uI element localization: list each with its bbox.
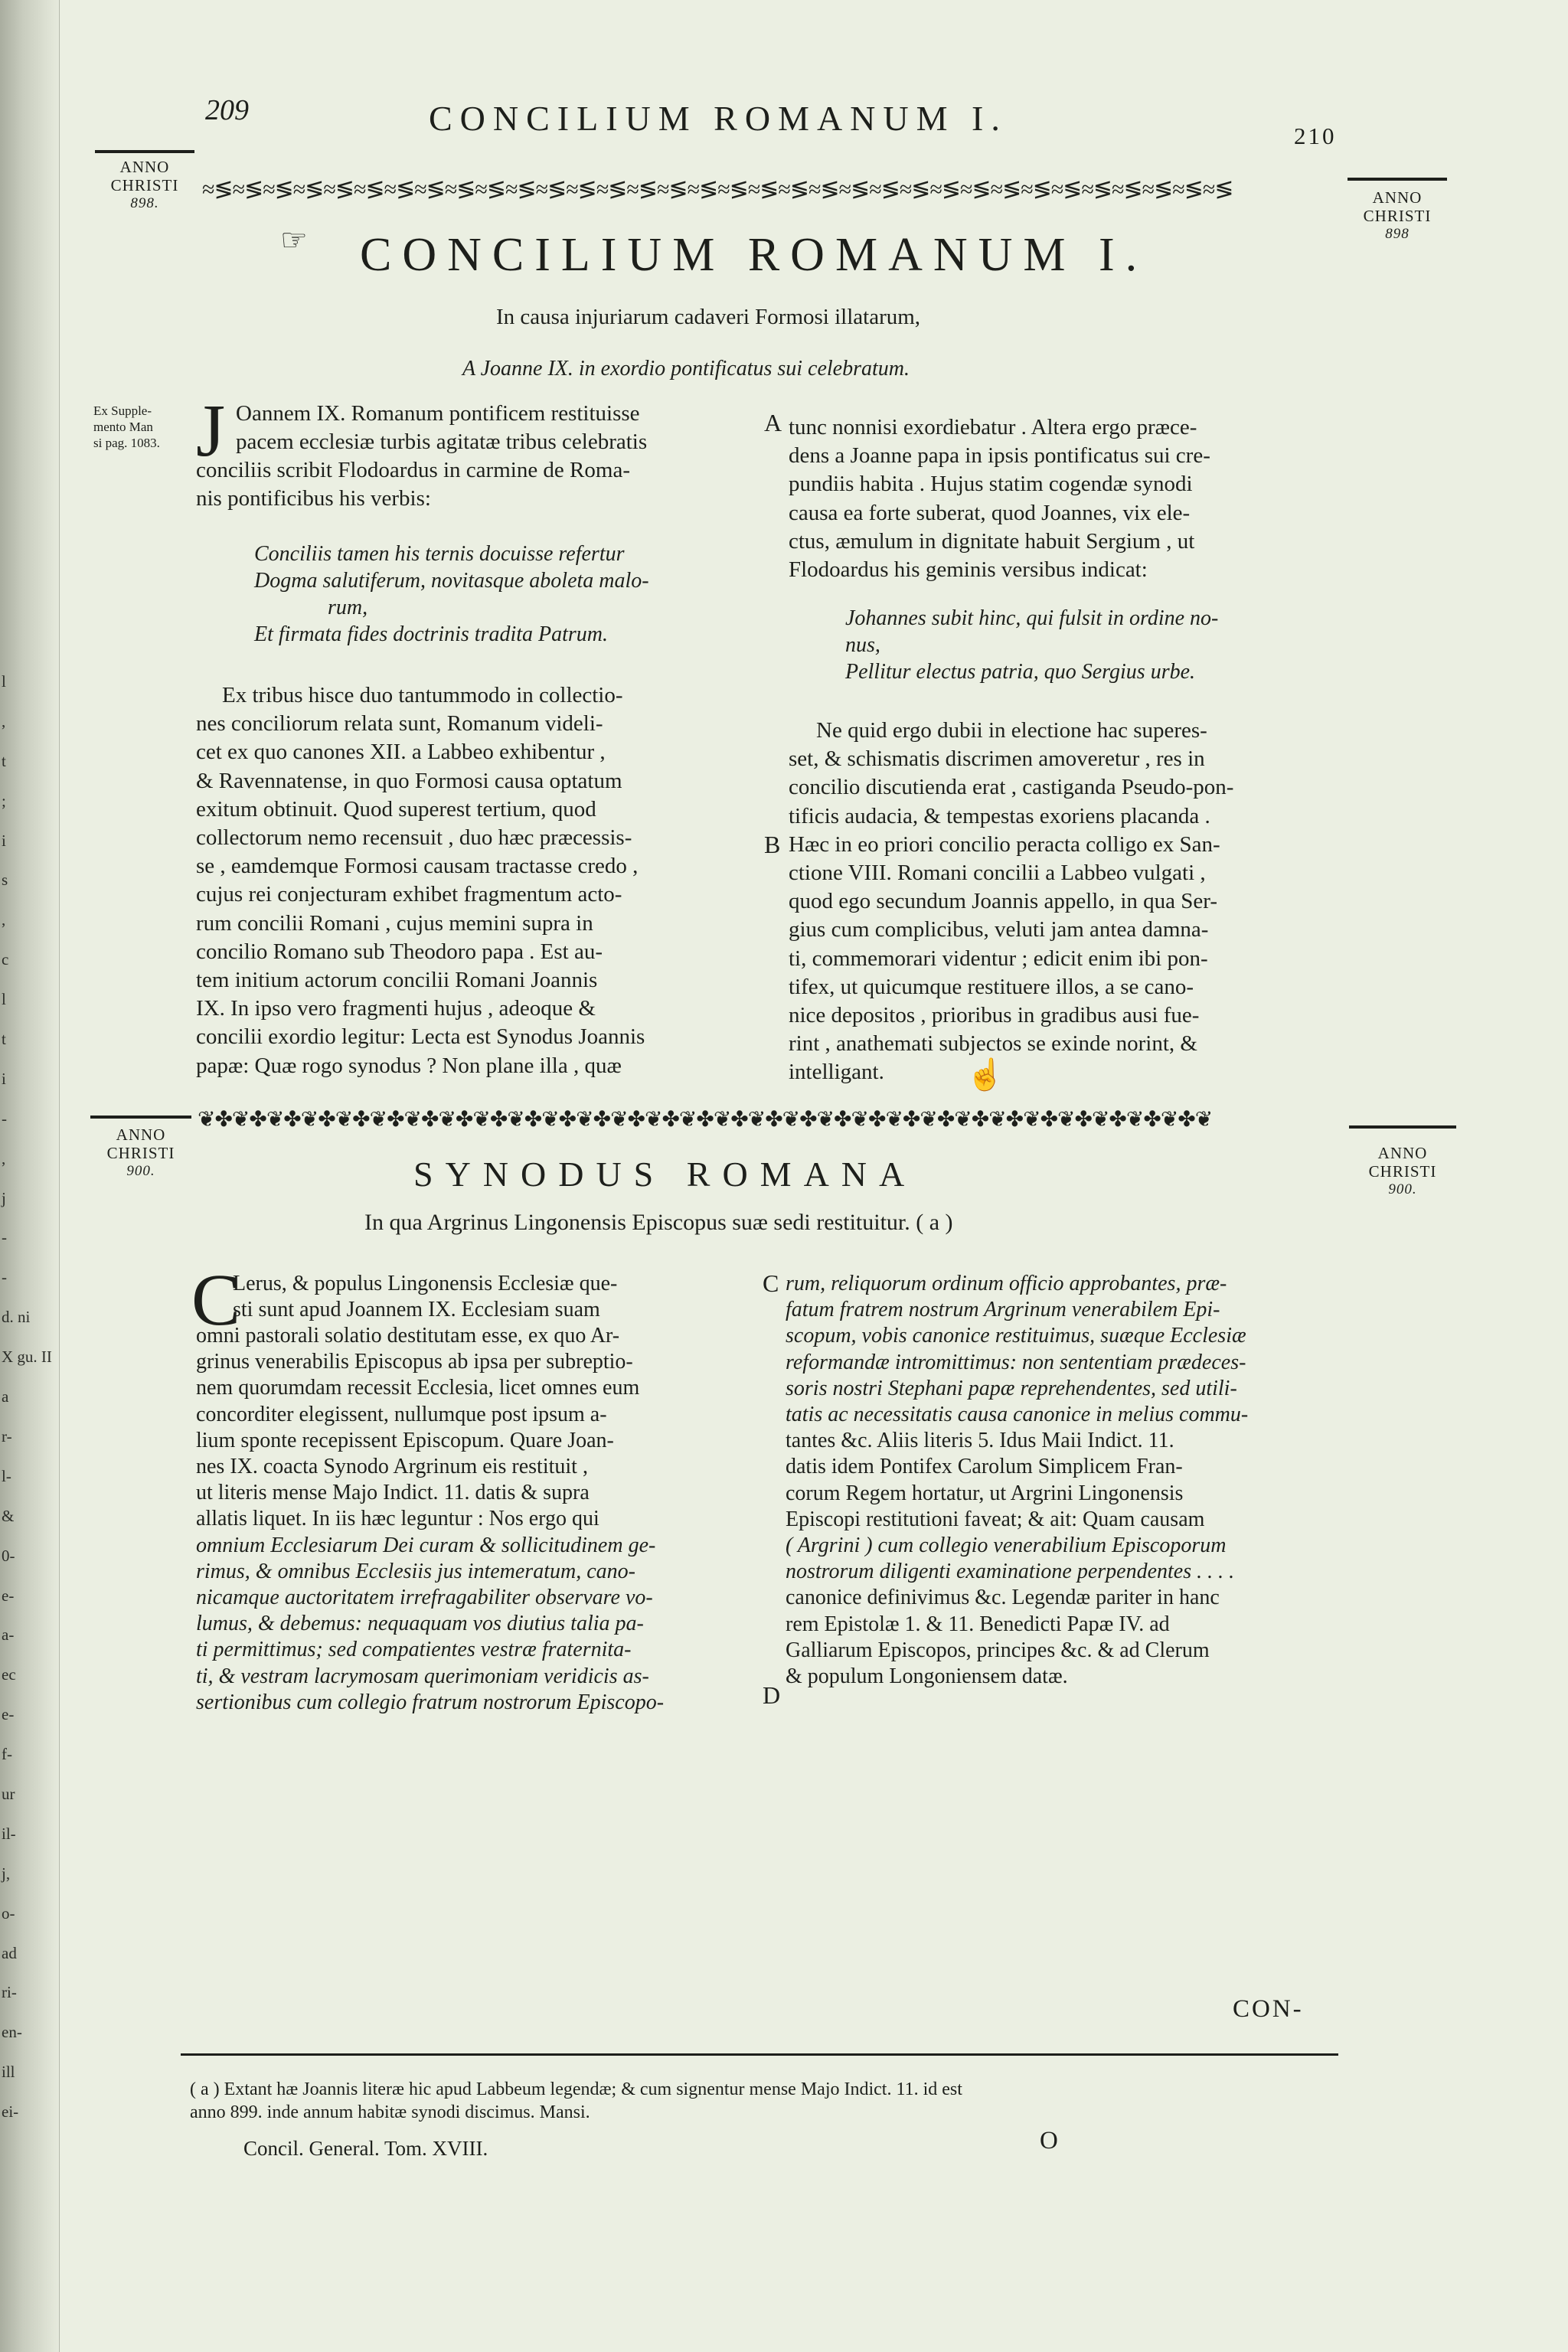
text-line: ti, commemorari videntur ; edicit enim ibi pon- xyxy=(789,946,1208,971)
text-line: ut literis mense Majo Indict. 11. datis & supra xyxy=(196,1481,590,1505)
text-line: IX. In ipso vero fragmenti hujus , adeoque & xyxy=(196,996,596,1021)
gutter-fragment: - xyxy=(2,1228,7,1246)
christi-label: CHRISTI xyxy=(1363,207,1432,225)
text-line: concilii exordio legitur: Lecta est Synodus Joannis xyxy=(196,1024,645,1050)
gutter-fragment: e- xyxy=(2,1586,15,1605)
citation-line: mento Man xyxy=(93,420,153,434)
anno-note-top-left xyxy=(95,158,194,213)
gutter-strip xyxy=(0,0,60,2352)
text-line: soris nostri Stephani papæ reprehendentes, sed utili- xyxy=(786,1376,1237,1400)
left-column-paragraph-1-cont xyxy=(196,456,630,513)
text-line: conciliis scribit Flodoardus in carmine de Roma- xyxy=(196,458,630,482)
footnote-rule xyxy=(181,2053,1338,2056)
text-line: & Ravennatense, in quo Formosi causa optatum xyxy=(196,768,622,793)
text-line: intelligant. xyxy=(789,1060,884,1085)
text-line: canonice definivimus &c. Legendæ pariter in hanc xyxy=(786,1586,1220,1610)
gutter-fragment: - xyxy=(2,1268,7,1286)
right-column-paragraph-1 xyxy=(789,413,1210,584)
text-line: & populum Longoniensem datæ. xyxy=(786,1664,1068,1689)
gutter-fragment: e- xyxy=(2,1705,15,1723)
rule-top-right xyxy=(1348,178,1447,181)
text-line: lium sponte recepissent Episcopum. Quare Joan- xyxy=(196,1428,614,1452)
anno-label: ANNO xyxy=(116,1125,166,1144)
text-line: omni pastorali solatio destitutam esse, ex quo Ar- xyxy=(196,1324,620,1348)
text-line: concilio discutienda erat , castiganda Pseudo-pon- xyxy=(789,775,1234,800)
gutter-fragment: r- xyxy=(2,1427,12,1446)
text-line: nicamque auctoritatem irrefragabiliter observare vo- xyxy=(196,1586,653,1610)
text-line: tifex, ut quicumque restituere illos, a se cano- xyxy=(789,974,1194,999)
text-line: rum, reliquorum ordinum officio approbantes, præ- xyxy=(786,1272,1227,1295)
text-line: nes conciliorum relata sunt, Romanum videli- xyxy=(196,711,603,737)
anno-label: ANNO xyxy=(1377,1144,1428,1162)
gutter-fragment: ri- xyxy=(2,1983,17,2001)
text-line: nostrorum diligenti examinatione perpendentes . . . . xyxy=(786,1560,1235,1584)
gutter-fragment: - xyxy=(2,1109,7,1128)
gutter-fragment: f- xyxy=(2,1745,12,1763)
anno-year: 898. xyxy=(130,195,159,211)
text-line: ti permittimus; sed compatientes vestræ fraternita- xyxy=(196,1638,632,1662)
verse-quotation-right xyxy=(845,605,1218,685)
right-column-paragraph-2 xyxy=(789,717,1233,1087)
text-line: nis pontificibus his verbis: xyxy=(196,486,431,511)
text-line: allatis liquet. In iis hæc leguntur : Nos ergo qui xyxy=(196,1507,599,1531)
rule-top-left xyxy=(95,150,194,153)
gutter-fragment: ec xyxy=(2,1665,16,1684)
gutter-fragment: l xyxy=(2,990,6,1008)
volume-reference: Concil. General. Tom. XVIII. xyxy=(243,2137,488,2160)
text-line: rint , anathemati subjectos se exinde norint, & xyxy=(789,1031,1197,1057)
text-line: ( Argrini ) cum collegio venerabilium Episcoporum xyxy=(786,1534,1227,1558)
text-line: tantes &c. Aliis literis 5. Idus Maii Indict. 11. xyxy=(786,1429,1174,1453)
verse-line: rum, xyxy=(328,596,368,619)
council-title: CONCILIUM ROMANUM I. xyxy=(360,229,1148,281)
gutter-fragment: t xyxy=(2,1030,6,1048)
text-line: sti sunt apud Joannem IX. Ecclesiam suam xyxy=(233,1298,600,1322)
text-line: fatum fratrem nostrum Argrinum venerabilem Epi- xyxy=(786,1298,1220,1322)
citation-line: si pag. 1083. xyxy=(93,436,160,450)
citation-line: Ex Supple- xyxy=(93,403,152,418)
footnote-line: anno 899. inde annum habitæ synodi discimus. Mansi. xyxy=(190,2102,590,2122)
text-line: causa ea forte suberat, quod Joannes, vix ele- xyxy=(789,500,1191,525)
rule-mid-left xyxy=(90,1116,191,1119)
text-line: pundiis habita . Hujus statim cogendæ synodi xyxy=(789,472,1193,497)
drop-cap: C xyxy=(191,1259,241,1341)
gutter-fragment: j xyxy=(2,1189,6,1207)
gutter-fragment: t xyxy=(2,752,6,770)
text-line: Lerus, & populus Lingonensis Ecclesiæ que- xyxy=(233,1272,618,1295)
left-column-paragraph-1 xyxy=(236,400,647,456)
synod-right-column xyxy=(786,1271,1248,1690)
margin-citation xyxy=(93,403,160,451)
synod-left-column xyxy=(196,1323,664,1716)
text-line: concilio Romano sub Theodoro papa . Est au- xyxy=(196,939,603,964)
gutter-fragment: ur xyxy=(2,1785,15,1803)
verse-line: Pellitur electus patria, quo Sergius urbe. xyxy=(845,660,1196,684)
gutter-fragment: , xyxy=(2,712,6,730)
text-line: dens a Joanne papa in ipsis pontificatus sui cre- xyxy=(789,443,1210,469)
gutter-fragment: a- xyxy=(2,1625,15,1644)
synod-subtitle: In qua Argrinus Lingonensis Episcopus suæ sedi restituitur. ( a ) xyxy=(364,1210,953,1235)
text-line: tunc nonnisi exordiebatur . Altera ergo præce- xyxy=(789,415,1197,439)
gutter-fragment: d. ni xyxy=(2,1308,31,1326)
gutter-fragment: il- xyxy=(2,1824,16,1843)
anno-label: ANNO xyxy=(1372,188,1423,207)
gutter-fragment: o- xyxy=(2,1904,15,1922)
verse-line: nus, xyxy=(845,633,880,657)
text-line: papæ: Quæ rogo synodus ? Non plane illa , quæ xyxy=(196,1053,622,1078)
text-line: Hæc in eo priori concilio peracta colligo ex San- xyxy=(789,831,1220,857)
text-line: ctione VIII. Romani concilii a Labbeo vulgati , xyxy=(789,861,1206,886)
council-subtitle: In causa injuriarum cadaveri Formosi illatarum, xyxy=(496,305,921,329)
anno-note-top-right xyxy=(1348,188,1447,243)
verse-line: Johannes subit hinc, qui fulsit in ordine no- xyxy=(845,606,1219,630)
text-line: tatis ac necessitatis causa canonice in melius commu- xyxy=(786,1403,1249,1427)
gutter-fragment: X gu. II xyxy=(2,1348,52,1366)
christi-label: CHRISTI xyxy=(1368,1162,1437,1181)
text-line: Ne quid ergo dubii in electione hac superes- xyxy=(816,718,1207,743)
verse-line: Conciliis tamen his ternis docuisse refertur xyxy=(254,542,625,566)
text-line: ti, & vestram lacrymosam querimoniam veridicis as- xyxy=(196,1664,649,1688)
text-line: Oannem IX. Romanum pontificem restituisse xyxy=(236,401,640,426)
text-line: scopum, vobis canonice restituimus, suæque Ecclesiæ xyxy=(786,1324,1246,1348)
ornament-band-middle: ❦✤❦✤❦✤❦✤❦✤❦✤❦✤❦✤❦✤❦✤❦✤❦✤❦✤❦✤❦✤❦✤❦✤❦✤❦✤❦✤❦✤❦✤❦✤❦✤❦✤❦✤❦✤❦✤❦✤❦ xyxy=(198,1109,1213,1132)
rule-mid-right xyxy=(1349,1125,1456,1129)
text-line: lumus, & debemus: nequaquam vos diutius talia pa- xyxy=(196,1612,644,1636)
text-line: pacem ecclesiæ turbis agitatæ tribus celebratis xyxy=(236,430,648,455)
text-line: Ex tribus hisce duo tantummodo in collectio- xyxy=(222,683,623,707)
christi-label: CHRISTI xyxy=(110,176,179,194)
text-line: tificis audacia, & tempestas exoriens placanda . xyxy=(789,803,1210,828)
gutter-fragment: , xyxy=(2,910,6,929)
text-line: concorditer elegissent, nullumque post ipsum a- xyxy=(196,1402,607,1426)
footnote xyxy=(190,2078,962,2124)
gutter-fragment: , xyxy=(2,1149,6,1168)
text-line: Episcopi restitutioni faveat; & ait: Quam causam xyxy=(786,1507,1205,1531)
text-line: rem Epistolæ 1. & 11. Benedicti Papæ IV. ad xyxy=(786,1612,1170,1636)
folio-number-right: 210 xyxy=(1294,122,1337,149)
text-line: quod ego secundum Joannis appello, in qua Ser- xyxy=(789,889,1217,914)
section-letter-d: D xyxy=(763,1681,781,1709)
text-line: gius cum complicibus, veluti jam antea damna- xyxy=(789,917,1209,942)
gutter-fragment: en- xyxy=(2,2023,22,2041)
anno-note-mid-left xyxy=(90,1125,191,1181)
council-subtitle-italic: A Joanne IX. in exordio pontificatus sui celebratum. xyxy=(462,357,910,381)
text-line: rimus, & omnibus Ecclesiis jus intemeratum, cano- xyxy=(196,1559,635,1583)
anno-year: 898 xyxy=(1385,226,1410,242)
anno-year: 900. xyxy=(126,1163,155,1179)
gutter-fragment: j, xyxy=(2,1864,11,1883)
synod-title: SYNODUS ROMANA xyxy=(413,1155,917,1194)
anno-year: 900. xyxy=(1388,1181,1417,1197)
text-line: tem initium actorum concilii Romani Joannis xyxy=(196,968,598,993)
text-line: datis idem Pontifex Carolum Simplicem Fran- xyxy=(786,1455,1183,1479)
gutter-fragment: l- xyxy=(2,1467,11,1485)
verse-line: Dogma salutiferum, novitasque aboleta malo- xyxy=(254,569,649,593)
gutter-fragment: ; xyxy=(2,792,6,810)
anno-label: ANNO xyxy=(119,158,170,176)
text-line: grinus venerabilis Episcopus ab ipsa per subreptio- xyxy=(196,1350,633,1374)
running-title: CONCILIUM ROMANUM I. xyxy=(429,99,1008,138)
gutter-fragment: ill xyxy=(2,2063,15,2081)
christi-label: CHRISTI xyxy=(106,1144,175,1162)
verse-quotation-left xyxy=(254,541,649,648)
gutter-fragment: 0- xyxy=(2,1547,15,1565)
text-line: set, & schismatis discrimen amoveretur , res in xyxy=(789,746,1205,772)
text-line: reformandæ intromittimus: non sententiam prædeces- xyxy=(786,1350,1246,1374)
pointing-hand-icon: ☞ xyxy=(280,223,308,257)
text-line: nem quorumdam recessit Ecclesia, licet omnes eum xyxy=(196,1376,640,1400)
signature-mark: O xyxy=(1040,2127,1058,2154)
gutter-fragment: i xyxy=(2,831,6,850)
gutter-fragment: & xyxy=(2,1507,15,1525)
text-line: corum Regem hortatur, ut Argrini Lingonensis xyxy=(786,1481,1184,1505)
section-letter-a: A xyxy=(764,409,782,436)
text-line: Galliarum Episcopos, principes &c. & ad Clerum xyxy=(786,1638,1210,1662)
gutter-fragment: ad xyxy=(2,1944,17,1962)
ornament-band-top: ≈≶≈≶≈≶≈≶≈≶≈≶≈≶≈≶≈≶≈≶≈≶≈≶≈≶≈≶≈≶≈≶≈≶≈≶≈≶≈≶≈≶≈≶≈≶≈≶≈≶≈≶≈≶≈≶≈≶≈≶≈≶≈≶≈≶≈≶ xyxy=(202,178,1233,201)
gutter-fragment: c xyxy=(2,950,9,969)
text-line: rum concilii Romani , cujus memini supra in xyxy=(196,910,593,936)
text-line: ctus, æmulum in dignitate habuit Sergium , ut xyxy=(789,528,1195,554)
text-line: cujus rei conjecturam exhibet fragmentum acto- xyxy=(196,882,622,907)
drop-cap: J xyxy=(196,390,226,472)
text-line: cet ex quo canones XII. a Labbeo exhibentur , xyxy=(196,740,606,765)
text-line: Flodoardus his geminis versibus indicat: xyxy=(789,557,1148,583)
gutter-fragment: s xyxy=(2,871,8,889)
gutter-fragment: a xyxy=(2,1387,9,1406)
catchword: CON- xyxy=(1233,1995,1304,2023)
pointing-hand-bottom-icon: ☝ xyxy=(966,1057,1004,1092)
anno-note-mid-right xyxy=(1349,1144,1456,1199)
folio-number-left: 209 xyxy=(205,94,249,126)
text-line: nice depositos , prioribus in gradibus ausi fue- xyxy=(789,1003,1200,1028)
text-line: collectorum nemo recensuit , duo hæc præcessis- xyxy=(196,825,632,851)
section-letter-c: C xyxy=(763,1269,779,1297)
text-line: sertionibus cum collegio fratrum nostrorum Episcopo- xyxy=(196,1690,665,1714)
text-line: se , eamdemque Formosi causam tractasse credo , xyxy=(196,854,639,879)
gutter-fragment: ei- xyxy=(2,2102,19,2121)
synod-left-column-head xyxy=(233,1271,617,1323)
text-line: omnium Ecclesiarum Dei curam & sollicitudinem ge- xyxy=(196,1533,656,1557)
text-line: nes IX. coacta Synodo Argrinum eis restituit , xyxy=(196,1455,588,1479)
left-column-paragraph-2 xyxy=(196,681,645,1080)
verse-line: Et firmata fides doctrinis tradita Patrum. xyxy=(254,622,609,646)
section-letter-b: B xyxy=(764,831,781,858)
gutter-fragment: l xyxy=(2,672,6,691)
footnote-line: ( a ) Extant hæ Joannis literæ hic apud Labbeum legendæ; & cum signentur mense Majo Indict. 11. id est xyxy=(190,2079,962,2099)
text-line: exitum obtinuit. Quod superest tertium, quod xyxy=(196,796,596,822)
gutter-fragment: i xyxy=(2,1070,6,1088)
